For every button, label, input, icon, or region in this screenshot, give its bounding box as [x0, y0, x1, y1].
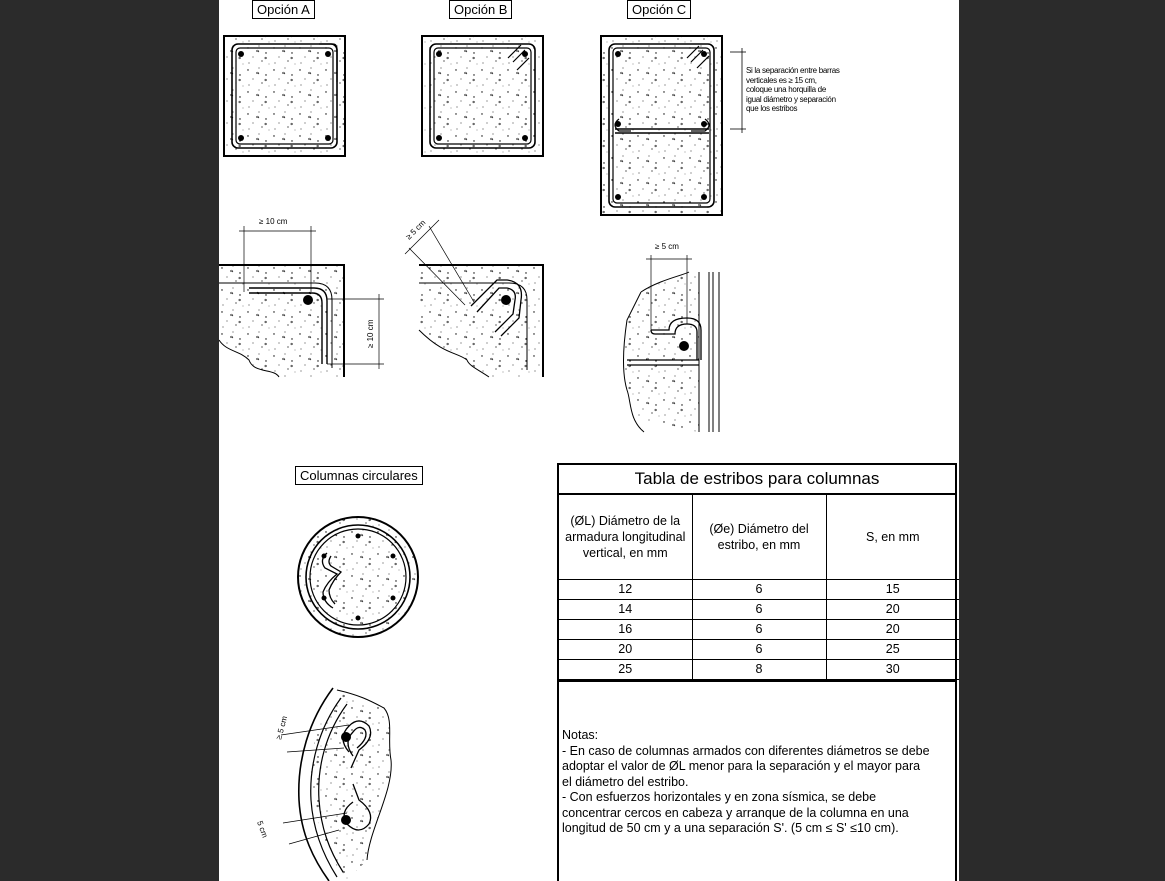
dim-c-horizontal: ≥ 5 cm — [655, 242, 679, 251]
table-cell: 25 — [559, 660, 692, 680]
table-cell: 6 — [692, 580, 826, 600]
option-c-note-line: coloque una horquilla de — [746, 85, 826, 94]
table-cell: 8 — [692, 660, 826, 680]
table-cell: 12 — [559, 580, 692, 600]
header-stirrup-diameter: (Øe) Diámetro del estribo, en mm — [692, 495, 826, 580]
dim-b-diagonal: ≥ 5 cm — [404, 218, 428, 242]
table-row — [559, 580, 959, 600]
option-a-section — [224, 36, 345, 156]
circular-columns-label: Columnas circulares — [295, 466, 423, 485]
table-row — [559, 620, 959, 640]
notes-title: Notas: — [562, 728, 599, 742]
table-cell: 20 — [826, 620, 959, 640]
option-c-section — [601, 36, 746, 215]
table-cell: 6 — [692, 640, 826, 660]
table-cell: 6 — [692, 600, 826, 620]
table-row — [559, 640, 959, 660]
notes-line: el diámetro del estribo. — [562, 774, 689, 789]
table-cell: 16 — [559, 620, 692, 640]
stirrup-table-panel — [557, 463, 957, 881]
option-c-note-line: verticales es ≥ 15 cm, — [746, 75, 817, 85]
table-cell: 20 — [826, 600, 959, 620]
notes-line: concentrar cercos en cabeza y arranque de la columna en una — [562, 805, 909, 820]
table-row — [559, 660, 959, 680]
dim-a-vertical: ≥ 10 cm — [366, 319, 375, 348]
dim-circ-bottom: 5 cm — [255, 819, 270, 839]
table-cell: 30 — [826, 660, 959, 680]
table-cell: 6 — [692, 620, 826, 640]
table-header-row — [559, 495, 959, 580]
circular-detail — [255, 688, 391, 881]
table-cell: 20 — [559, 640, 692, 660]
notes-line: adoptar el valor de ØL menor para la separación y el mayor para — [562, 759, 921, 773]
drawing-sheet — [219, 0, 959, 881]
header-spacing: S, en mm — [826, 495, 959, 580]
detail-b-corner — [404, 218, 543, 377]
option-c-note-line: que los estribos — [746, 104, 798, 113]
table-cell: 14 — [559, 600, 692, 620]
notes-line: - En caso de columnas armados con diferentes diámetros se debe — [562, 743, 930, 758]
table-cell: 15 — [826, 580, 959, 600]
detail-c-hook — [624, 242, 719, 432]
table-row — [559, 600, 959, 620]
notes-block — [559, 680, 955, 837]
dim-circ-top: ≥ 5 cm — [274, 715, 290, 741]
dim-a-horizontal: ≥ 10 cm — [259, 217, 288, 226]
option-c-note — [746, 66, 840, 114]
circular-column-section — [298, 517, 418, 637]
notes-line: - Con esfuerzos horizontales y en zona sísmica, se debe — [562, 790, 877, 804]
option-c-note-line: igual diámetro y separación — [746, 94, 836, 104]
table-title: Tabla de estribos para columnas — [559, 465, 955, 495]
option-c-note-line: Si la separación entre barras — [746, 66, 840, 75]
option-b-section — [422, 36, 543, 156]
table-cell: 25 — [826, 640, 959, 660]
notes-line: longitud de 50 cm y a una separación S'. (5 cm ≤ S' ≤10 cm). — [562, 821, 899, 835]
option-b-label: Opción B — [449, 0, 512, 19]
header-longitudinal-diameter: (ØL) Diámetro de la armadura longitudinal vertical, en mm — [559, 495, 692, 580]
detail-a-corner — [219, 217, 384, 377]
option-a-label: Opción A — [252, 0, 315, 19]
stirrup-table — [559, 495, 959, 680]
option-c-label: Opción C — [627, 0, 691, 19]
